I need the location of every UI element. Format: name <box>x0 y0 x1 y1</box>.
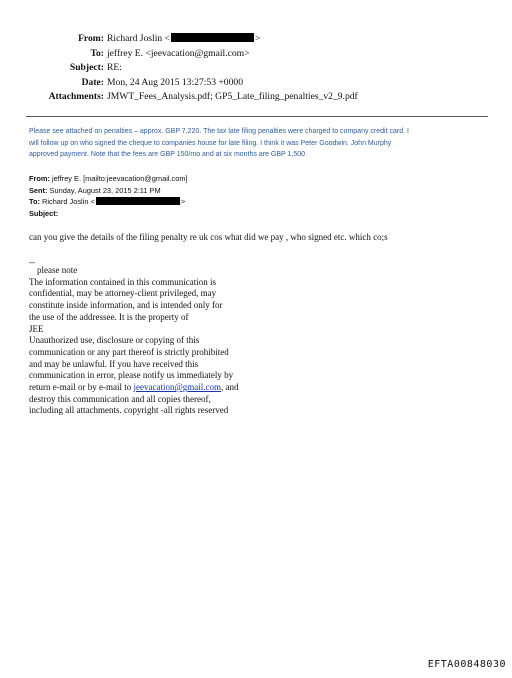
fwd-from-value: jeffrey E. [mailto:jeevacation@gmail.com] <box>52 174 188 183</box>
email-link[interactable]: jeevacation@gmail.com <box>133 382 221 393</box>
header-date-row <box>0 76 512 91</box>
disclaimer-line: return e-mail or by e-mail to jeevacation@gmail.com, and <box>29 382 239 393</box>
redaction-box <box>171 33 254 42</box>
disclaimer-line: The information contained in this communication is <box>29 276 216 287</box>
signature-separator: -- <box>29 257 35 267</box>
fwd-subject-row <box>29 208 188 220</box>
from-value: Richard Joslin < <box>107 33 170 44</box>
bates-number: EFTA00848030 <box>427 659 506 670</box>
disclaimer-line: JEE <box>29 323 44 334</box>
disclaimer-line: the use of the addressee. It is the property of <box>29 311 189 322</box>
reply-line: Please see attached on penalties – approx. GBP 7,220. The tax late filing penalties were charged to company credit card. I <box>29 128 409 135</box>
fwd-to-value: Richard Joslin < <box>42 197 95 207</box>
from-label: From: <box>78 33 104 44</box>
redaction-box <box>96 197 180 205</box>
email-header <box>0 32 512 105</box>
subject-label: Subject: <box>69 62 104 74</box>
from-close: > <box>254 33 261 44</box>
header-attachments-row <box>0 90 512 105</box>
header-subject-row <box>0 61 512 76</box>
header-from-row <box>0 32 512 47</box>
reply-message <box>29 126 491 161</box>
forwarded-header <box>29 173 188 219</box>
disclaimer-line: and may be unlawful. If you have received this <box>29 358 199 369</box>
subject-value: RE: <box>107 62 122 74</box>
fwd-to-close: > <box>180 197 186 207</box>
date-label: Date: <box>81 76 104 88</box>
disclaimer-line: please note <box>37 265 78 275</box>
fwd-from-row <box>29 173 188 185</box>
fwd-from-label: From: <box>29 174 50 183</box>
reply-line: approved payment. Note that the fees are GBP 150/mo and at six months are GBP 1,500. <box>29 151 307 158</box>
attachments-label: Attachments: <box>48 91 104 103</box>
disclaimer-line: including all attachments. copyright -all rights reserved <box>29 405 229 416</box>
disclaimer-line: constitute inside information, and is intended only for <box>29 300 223 311</box>
header-to-row <box>0 47 512 62</box>
fwd-sent-label: Sent: <box>29 185 48 195</box>
disclaimer <box>29 265 238 417</box>
fwd-sent-row <box>29 185 188 197</box>
fwd-to-label: To: <box>29 197 40 207</box>
disclaimer-line: destroy this communication and all copies thereof, <box>29 393 211 404</box>
message-body: can you give the details of the filing penalty re uk cos what did we pay , who signed etc. which co;s <box>29 232 388 242</box>
fwd-sent-value: Sunday, August 23, 2015 2:11 PM <box>49 185 161 195</box>
to-value: jeffrey E. <jeevacation@gmail.com> <box>107 47 250 59</box>
date-value: Mon, 24 Aug 2015 13:27:53 +0000 <box>107 76 243 88</box>
disclaimer-line: confidential, may be attorney-client privileged, may <box>29 288 217 299</box>
attachments-value: JMWT_Fees_Analysis.pdf; GP5_Late_filing_penalties_v2_9.pdf <box>107 91 358 103</box>
header-divider <box>26 116 488 117</box>
reply-line: will follow up on who signed the cheque to companies house for late filing. I think it was Peter Goodwin. John Murphy <box>29 139 392 147</box>
fwd-subject-label: Subject: <box>29 208 59 218</box>
disclaimer-line: Unauthorized use, disclosure or copying of this <box>29 335 200 346</box>
to-label: To: <box>90 47 104 59</box>
disclaimer-line: communication or any part thereof is strictly prohibited <box>29 346 229 357</box>
disclaimer-line: communication in error, please notify us immediately by <box>29 370 234 381</box>
fwd-to-row <box>29 196 188 208</box>
